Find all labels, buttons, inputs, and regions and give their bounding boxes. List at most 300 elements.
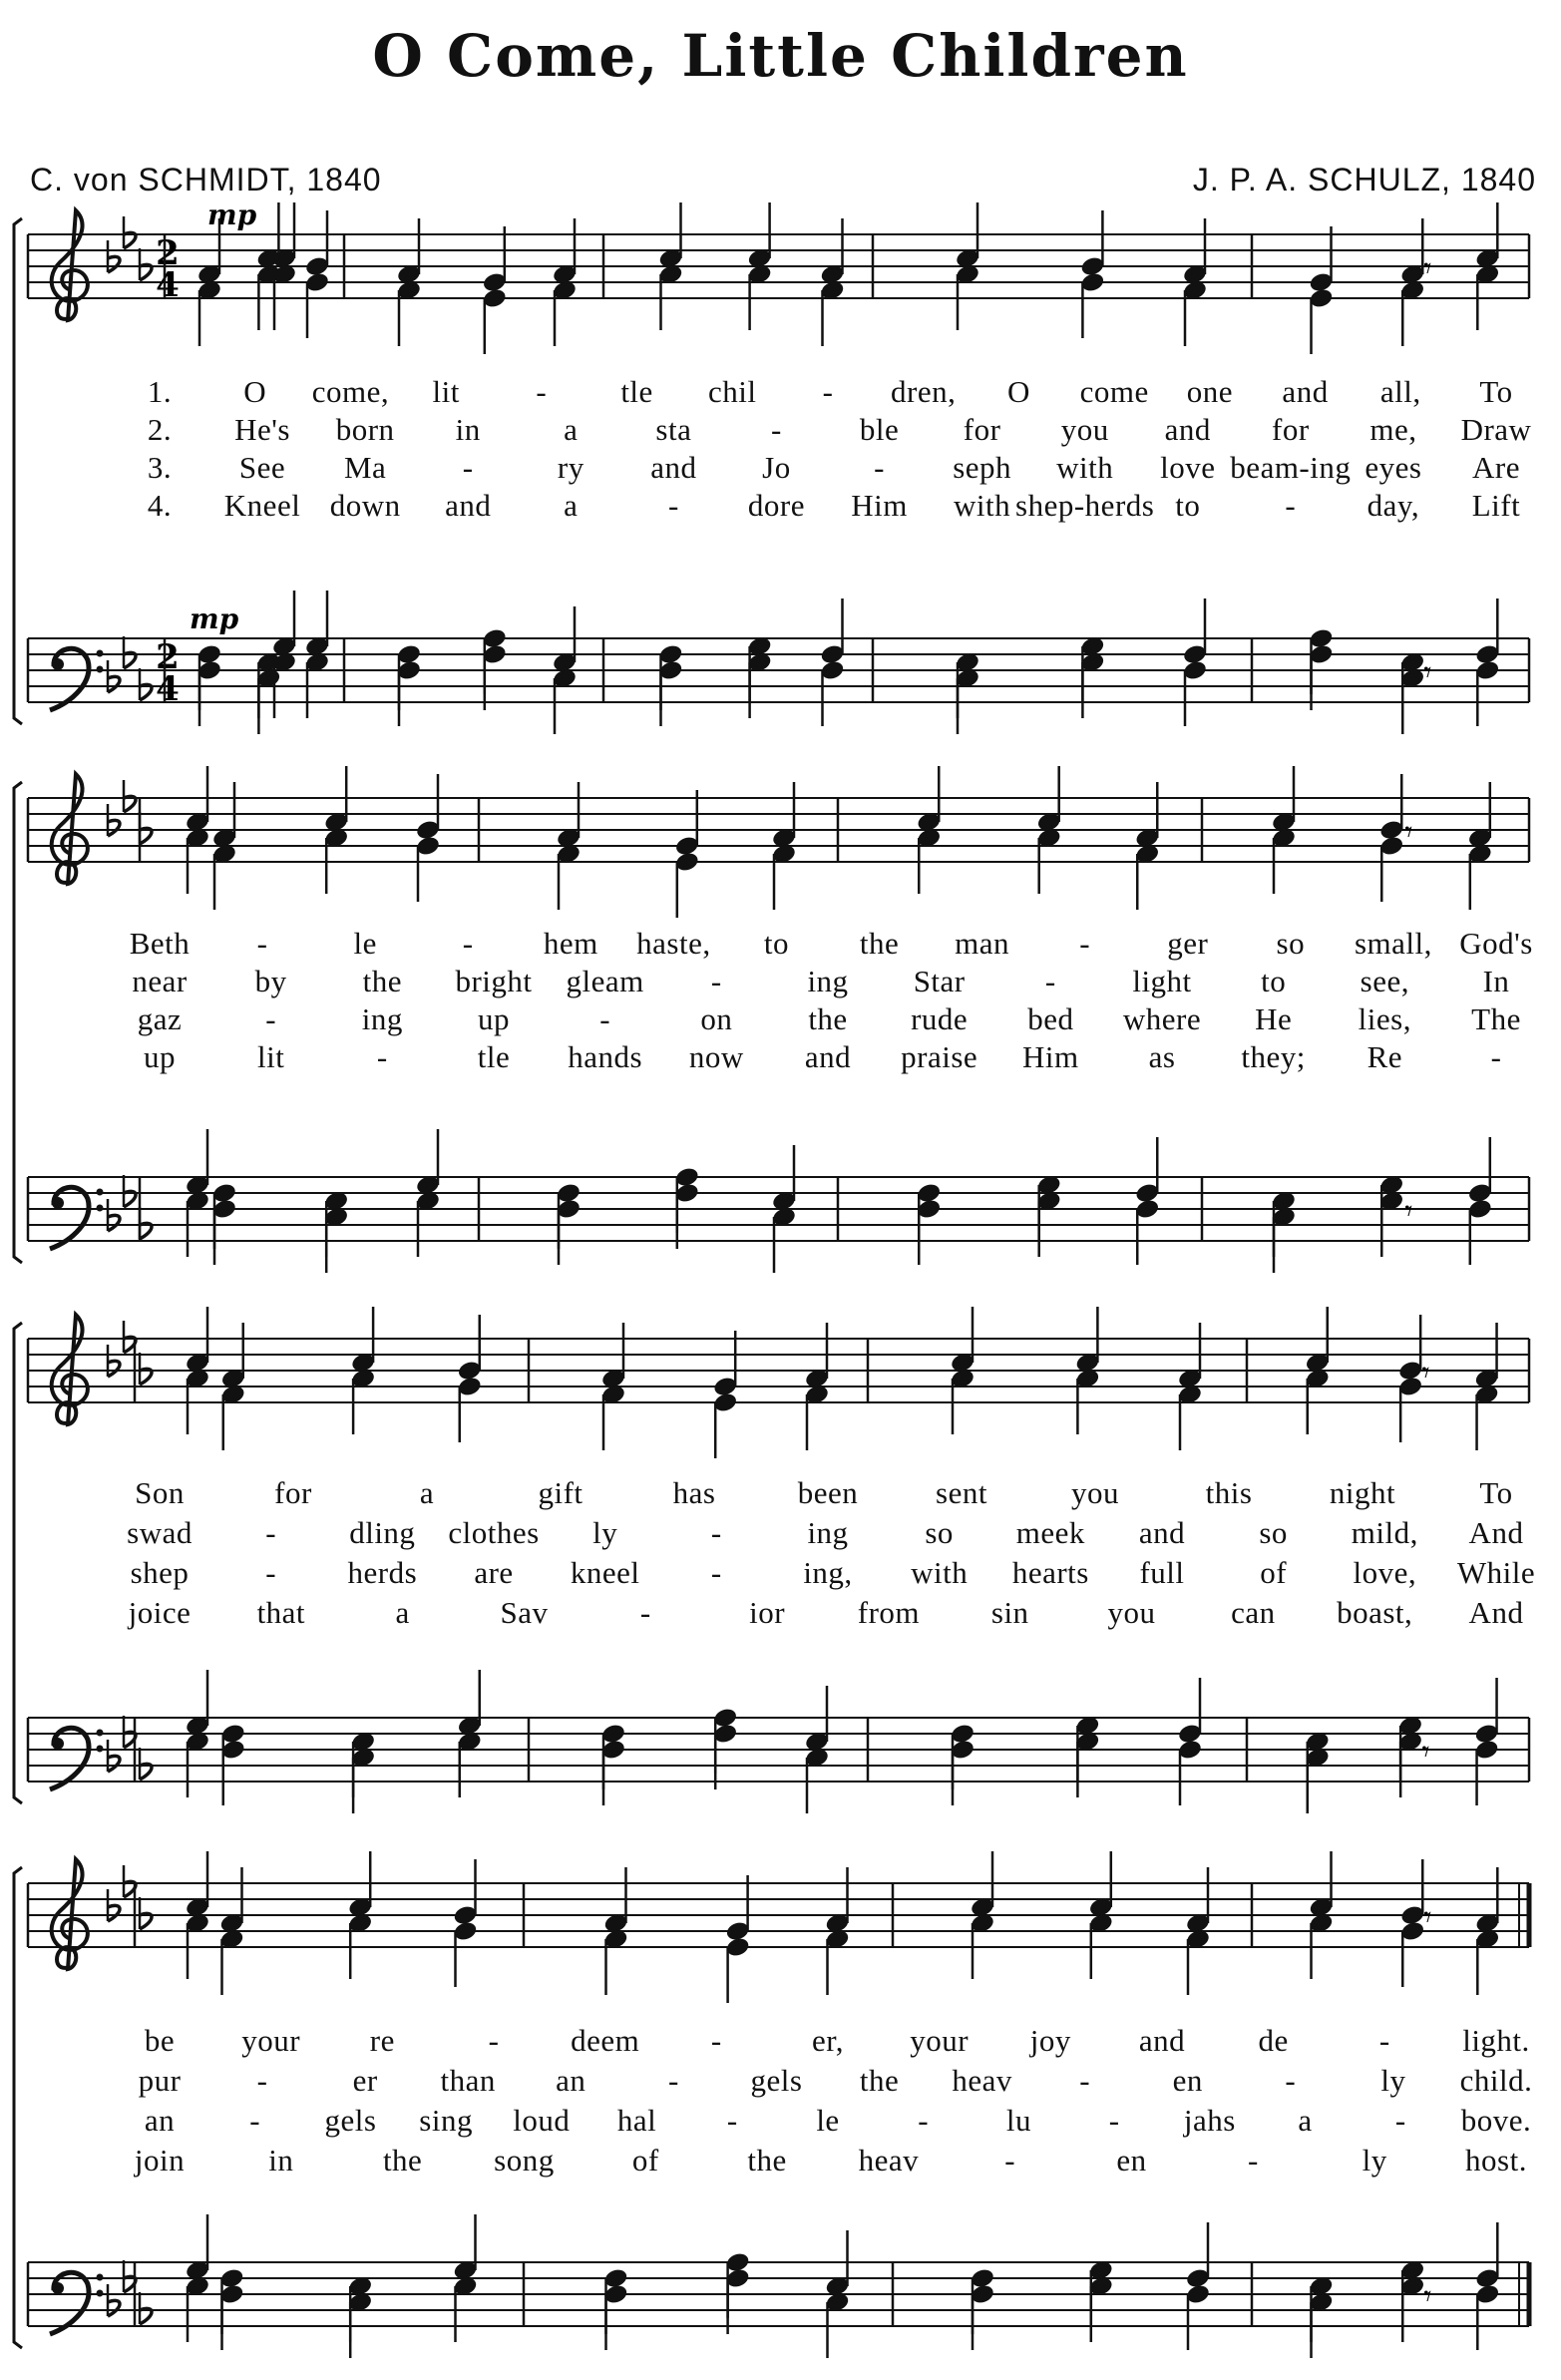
note — [1308, 287, 1334, 354]
note — [602, 1867, 628, 1934]
lyric-syllable: tle — [477, 1039, 511, 1074]
note — [556, 843, 582, 910]
note — [350, 1307, 376, 1374]
lyric-syllable: ing — [807, 964, 849, 998]
note — [457, 1731, 483, 1797]
note — [712, 1331, 738, 1397]
note — [1308, 1912, 1334, 1979]
note — [1308, 643, 1334, 710]
time-signature-top-bass: 2 — [156, 637, 180, 677]
lyric-syllable: for — [274, 1475, 312, 1510]
lyric-syllable: man — [955, 926, 1010, 961]
lyric-syllable: the — [747, 2143, 787, 2178]
note — [396, 218, 422, 285]
lyric-syllable: this — [1205, 1475, 1253, 1510]
lyric-syllable: - — [1247, 2143, 1259, 2178]
lyric-syllable: - — [488, 2023, 500, 2058]
note — [218, 1867, 244, 1934]
lyric-syllable: with — [1056, 450, 1114, 485]
note — [452, 2214, 478, 2281]
note — [1185, 1928, 1211, 1995]
lyric-syllable: so — [1276, 926, 1306, 961]
lyric-syllable: boast, — [1337, 1595, 1413, 1630]
lyric-syllable: for — [963, 412, 1001, 447]
lyric-syllable: - — [1394, 2103, 1406, 2138]
lyric-syllable: shep — [130, 1555, 190, 1590]
note — [347, 1851, 373, 1918]
lyric-syllable: the — [859, 2063, 900, 2098]
note — [347, 1912, 373, 1979]
note — [220, 1384, 246, 1450]
lyric-syllable: an — [556, 2063, 586, 2098]
lyric-syllable: ly — [1380, 2063, 1406, 2098]
note — [1177, 1739, 1203, 1805]
lyric-syllable: en — [1172, 2063, 1203, 2098]
note — [323, 766, 349, 833]
note — [1185, 2222, 1211, 2289]
lyric-syllable: to — [1261, 964, 1287, 998]
note — [1399, 2275, 1425, 2342]
note — [1185, 2283, 1211, 2350]
lyric-syllable: eyes — [1365, 450, 1422, 485]
note — [819, 598, 845, 665]
note — [657, 659, 683, 726]
lyric-syllable: - — [918, 2103, 930, 2138]
lyric-syllable: been — [797, 1475, 859, 1510]
note — [950, 1307, 976, 1374]
eighth-rest: 𝄾 — [1423, 1900, 1432, 1935]
lyric-syllable: ly — [592, 1515, 618, 1550]
flat-sign — [108, 1199, 120, 1231]
lyric-syllable: See — [238, 450, 286, 485]
lyric-syllable: ger — [1167, 926, 1209, 961]
note — [725, 1875, 751, 1942]
note — [970, 1851, 995, 1918]
note — [452, 2275, 478, 2342]
note — [415, 774, 441, 841]
lyric-syllable: clothes — [448, 1515, 540, 1550]
note — [747, 651, 773, 718]
note — [185, 1731, 210, 1797]
note — [220, 1323, 246, 1389]
eighth-rest: 𝄾 — [1404, 1194, 1413, 1229]
note — [1474, 2222, 1500, 2289]
time-signature-top-treble: 2 — [156, 233, 180, 273]
note — [950, 1368, 976, 1434]
note — [747, 263, 773, 330]
lyric-syllable: night — [1329, 1475, 1396, 1510]
note — [819, 279, 845, 346]
lyric-syllable: for — [1272, 412, 1310, 447]
note — [1378, 835, 1404, 902]
lyric-syllable: come, — [311, 374, 390, 409]
lyric-syllable: lit — [256, 1039, 285, 1074]
note — [552, 606, 578, 673]
note — [185, 827, 210, 894]
note — [1079, 651, 1105, 718]
note — [304, 210, 330, 277]
note — [255, 202, 281, 269]
note — [916, 827, 942, 894]
note — [185, 2275, 210, 2342]
lyric-syllable: And — [1468, 1515, 1524, 1550]
note — [556, 782, 582, 849]
lyric-syllable: Draw — [1460, 412, 1532, 447]
note — [1474, 598, 1500, 665]
lyric-syllable: see, — [1360, 964, 1409, 998]
lyric-syllable: 2. — [147, 412, 173, 447]
lyric-syllable: in — [268, 2143, 294, 2178]
note — [218, 1928, 244, 1995]
system-bracket — [14, 1323, 22, 1803]
note — [1378, 774, 1404, 841]
note — [1474, 1867, 1500, 1934]
note — [725, 2267, 751, 2334]
lyric-syllable: love, — [1353, 1555, 1417, 1590]
note — [482, 226, 508, 293]
lyric-syllable: gaz — [137, 1001, 183, 1036]
lyric-syllable: He — [1255, 1001, 1293, 1036]
note — [457, 1315, 483, 1382]
system-bracket — [14, 1867, 22, 2348]
note — [211, 1198, 237, 1265]
lyric-syllable: in — [455, 412, 481, 447]
lyric-syllable: an — [144, 2103, 176, 2138]
lyric-syllable: He's — [234, 412, 290, 447]
lyric-syllable: your — [910, 2023, 970, 2058]
bass-clef — [50, 648, 104, 710]
flat-sign — [140, 2292, 152, 2324]
lyric-syllable: a — [419, 1475, 435, 1510]
composer-credit: J. P. A. SCHULZ, 1840 — [1192, 162, 1536, 198]
note — [185, 1912, 210, 1979]
note — [1378, 1190, 1404, 1257]
flat-sign — [108, 1889, 120, 1921]
lyric-syllable: bove. — [1460, 2103, 1532, 2138]
lyric-syllable: chil — [708, 374, 757, 409]
note — [185, 2214, 210, 2281]
lyric-syllable: beam-ing — [1230, 450, 1352, 485]
note — [304, 271, 330, 338]
note — [1079, 210, 1105, 277]
note — [185, 1670, 210, 1737]
note — [415, 1190, 441, 1257]
note — [1134, 843, 1160, 910]
lyric-syllable: to — [763, 926, 790, 961]
lyric-syllable: host. — [1465, 2143, 1527, 2178]
eighth-rest: 𝄾 — [1404, 815, 1413, 850]
note — [916, 766, 942, 833]
lyric-syllable: - — [1079, 926, 1091, 961]
system-bracket — [14, 218, 22, 724]
note — [255, 263, 281, 330]
note — [1397, 1315, 1423, 1382]
note — [1036, 766, 1062, 833]
lyric-syllable: lit — [432, 374, 460, 409]
lyric-syllable: Him — [851, 488, 908, 523]
lyric-syllable: shep-herds — [1015, 488, 1155, 523]
note — [1474, 2283, 1500, 2350]
note — [1397, 1731, 1423, 1797]
lyric-syllable: - — [1285, 488, 1297, 523]
note — [1308, 1851, 1334, 1918]
lyric-syllable: - — [265, 1001, 277, 1036]
note — [1305, 1747, 1331, 1813]
lyric-syllable: Beth — [129, 926, 191, 961]
lyric-syllable: ry — [557, 450, 585, 485]
note — [824, 2230, 850, 2297]
lyric-syllable: so — [925, 1515, 954, 1550]
flat-sign — [124, 1175, 136, 1207]
note — [1473, 1323, 1499, 1389]
lyric-syllable: of — [631, 2143, 659, 2178]
note — [1182, 279, 1208, 346]
lyric-syllable: Son — [135, 1475, 185, 1510]
lyric-syllable: that — [256, 1595, 306, 1630]
lyric-syllable: - — [265, 1555, 277, 1590]
lyric-syllable: Him — [1022, 1039, 1079, 1074]
lyric-syllable: meek — [1015, 1515, 1085, 1550]
note — [185, 1368, 210, 1434]
note — [602, 2283, 628, 2350]
lyric-syllable: song — [494, 2143, 555, 2178]
note — [415, 835, 441, 902]
note — [1467, 1198, 1493, 1265]
lyric-syllable: be — [144, 2023, 176, 2058]
lyric-syllable: ing — [807, 1515, 849, 1550]
lyric-syllable: While — [1456, 1555, 1536, 1590]
hymn-title: O Come, Little Children — [372, 22, 1189, 90]
note — [970, 2283, 995, 2350]
eighth-rest: 𝄾 — [1423, 655, 1432, 690]
flat-sign — [108, 660, 120, 692]
lyric-syllable: all, — [1379, 374, 1421, 409]
note — [1271, 827, 1297, 894]
lyric-syllable: haste, — [636, 926, 711, 961]
lyric-syllable: de — [1258, 2023, 1289, 2058]
note — [674, 1182, 700, 1249]
lyric-syllable: The — [1471, 1001, 1521, 1036]
lyric-syllable: you — [1107, 1595, 1156, 1630]
lyric-syllable: and — [1164, 412, 1211, 447]
flat-sign — [108, 804, 120, 836]
lyric-syllable: hem — [543, 926, 598, 961]
lyric-syllable: heav — [858, 2143, 920, 2178]
note — [1474, 1928, 1500, 1995]
note — [1474, 659, 1500, 726]
note — [1467, 843, 1493, 910]
lyric-syllable: born — [335, 412, 395, 447]
lyric-syllable: And — [1468, 1595, 1524, 1630]
lyric-syllable: - — [639, 1595, 651, 1630]
lyric-syllable: joy — [1029, 2023, 1071, 2058]
lyric-syllable: gleam — [566, 964, 644, 998]
note — [323, 827, 349, 894]
lyric-syllable: hearts — [1011, 1555, 1089, 1590]
flat-sign — [124, 636, 136, 668]
lyric-syllable: - — [1004, 2143, 1016, 2178]
note — [323, 1206, 349, 1273]
lyric-syllable: deem — [571, 2023, 640, 2058]
note — [1305, 1307, 1331, 1374]
lyric-syllable: the — [808, 1001, 848, 1036]
lyric-syllable: O — [243, 374, 267, 409]
note — [185, 1851, 210, 1918]
note — [1074, 1731, 1100, 1797]
lyric-syllable: - — [462, 926, 474, 961]
note — [196, 659, 222, 726]
note — [1474, 263, 1500, 330]
note — [1399, 1920, 1425, 1987]
lyric-syllable: gift — [538, 1475, 584, 1510]
note — [350, 1747, 376, 1813]
lyric-syllable: light — [1132, 964, 1192, 998]
note — [1088, 1851, 1114, 1918]
lyric-syllable: - — [667, 488, 679, 523]
lyric-syllable: by — [254, 964, 287, 998]
lyric-syllable: re — [369, 2023, 395, 2058]
lyric-syllable: God's — [1459, 926, 1533, 961]
lyric-syllable: To — [1479, 1475, 1513, 1510]
lyric-syllable: the — [362, 964, 403, 998]
note — [556, 1198, 582, 1265]
note — [185, 1129, 210, 1196]
note — [804, 1384, 830, 1450]
lyric-syllable: le — [816, 2103, 840, 2138]
lyric-syllable: now — [688, 1039, 744, 1074]
note — [1134, 1137, 1160, 1204]
note — [1271, 766, 1297, 833]
lyric-syllable: day, — [1366, 488, 1420, 523]
flat-sign — [108, 1345, 120, 1377]
note — [1182, 659, 1208, 726]
note — [1271, 1206, 1297, 1273]
lyric-syllable: come — [1079, 374, 1149, 409]
note — [1308, 2291, 1334, 2358]
note — [950, 1739, 976, 1805]
note — [1088, 1912, 1114, 1979]
lyric-syllable: and — [804, 1039, 852, 1074]
note — [347, 2291, 373, 2358]
note — [600, 1739, 626, 1805]
note — [771, 782, 797, 849]
note — [218, 2283, 244, 2350]
flat-sign — [108, 240, 120, 272]
flat-sign — [140, 1897, 152, 1929]
note — [804, 1323, 830, 1389]
lyric-syllable: Jo — [762, 450, 791, 485]
lyric-syllable: - — [710, 1555, 722, 1590]
dynamic-marking-treble: mp — [207, 198, 257, 231]
lyric-syllable: To — [1479, 374, 1513, 409]
lyric-syllable: are — [474, 1555, 514, 1590]
lyric-syllable: near — [132, 964, 188, 998]
lyric-syllable: 3. — [147, 450, 173, 485]
lyric-syllable: than — [440, 2063, 496, 2098]
note — [771, 1145, 797, 1212]
lyric-syllable: - — [874, 450, 885, 485]
flat-sign — [140, 1748, 152, 1780]
lyric-syllable: a — [1298, 2103, 1313, 2138]
lyric-syllable: In — [1482, 964, 1510, 998]
lyric-syllable: and — [1138, 2023, 1186, 2058]
note — [350, 1368, 376, 1434]
lyric-syllable: up — [144, 1039, 176, 1074]
lyric-syllable: sin — [990, 1595, 1029, 1630]
note — [211, 843, 237, 910]
flat-sign — [140, 1207, 152, 1239]
note — [482, 287, 508, 354]
note — [804, 1686, 830, 1753]
time-signature-bottom-bass: 4 — [156, 669, 180, 709]
note — [271, 591, 297, 657]
lyric-syllable: bed — [1027, 1001, 1074, 1036]
note — [1036, 1190, 1062, 1257]
bass-clef — [50, 1728, 104, 1789]
lyric-syllable: mild, — [1351, 1515, 1418, 1550]
flat-sign — [124, 780, 136, 812]
note — [185, 766, 210, 833]
flat-sign — [124, 216, 136, 248]
lyric-syllable: - — [599, 1001, 611, 1036]
lyric-syllable: you — [1071, 1475, 1119, 1510]
note — [712, 1723, 738, 1789]
note — [804, 1747, 830, 1813]
lyric-syllable: lu — [1005, 2103, 1031, 2138]
note — [304, 651, 330, 718]
note — [1399, 279, 1425, 346]
note — [1473, 1739, 1499, 1805]
lyric-syllable: pur — [138, 2063, 182, 2098]
lyric-syllable: heav — [952, 2063, 1012, 2098]
lyric-syllable: hal — [616, 2103, 657, 2138]
note — [1399, 218, 1425, 285]
lyric-syllable: - — [462, 450, 474, 485]
lyric-syllable: hands — [568, 1039, 643, 1074]
note — [396, 279, 422, 346]
note — [552, 218, 578, 285]
lyric-syllable: - — [536, 374, 548, 409]
note — [1399, 1859, 1425, 1926]
lyric-syllable: praise — [901, 1039, 978, 1074]
note — [482, 643, 508, 710]
note — [955, 667, 980, 734]
lyric-syllable: so — [1259, 1515, 1288, 1550]
note — [955, 263, 980, 330]
lyric-syllable: er — [352, 2063, 378, 2098]
note — [657, 263, 683, 330]
note — [196, 279, 222, 346]
lyric-syllable: seph — [953, 450, 1012, 485]
lyric-syllable: and — [1138, 1515, 1186, 1550]
note — [955, 202, 980, 269]
note — [1177, 1678, 1203, 1745]
lyric-syllable: - — [249, 2103, 261, 2138]
note — [819, 218, 845, 285]
lyric-syllable: can — [1231, 1595, 1276, 1630]
note — [1473, 1678, 1499, 1745]
flat-sign — [140, 668, 152, 700]
note — [1079, 271, 1105, 338]
lyric-syllable: - — [1079, 2063, 1091, 2098]
note — [747, 202, 773, 269]
lyric-syllable: le — [353, 926, 377, 961]
lyric-syllable: - — [256, 926, 268, 961]
note — [220, 1739, 246, 1805]
lyric-syllable: - — [822, 374, 834, 409]
lyric-syllable: herds — [347, 1555, 418, 1590]
lyric-syllable: kneel — [570, 1555, 640, 1590]
